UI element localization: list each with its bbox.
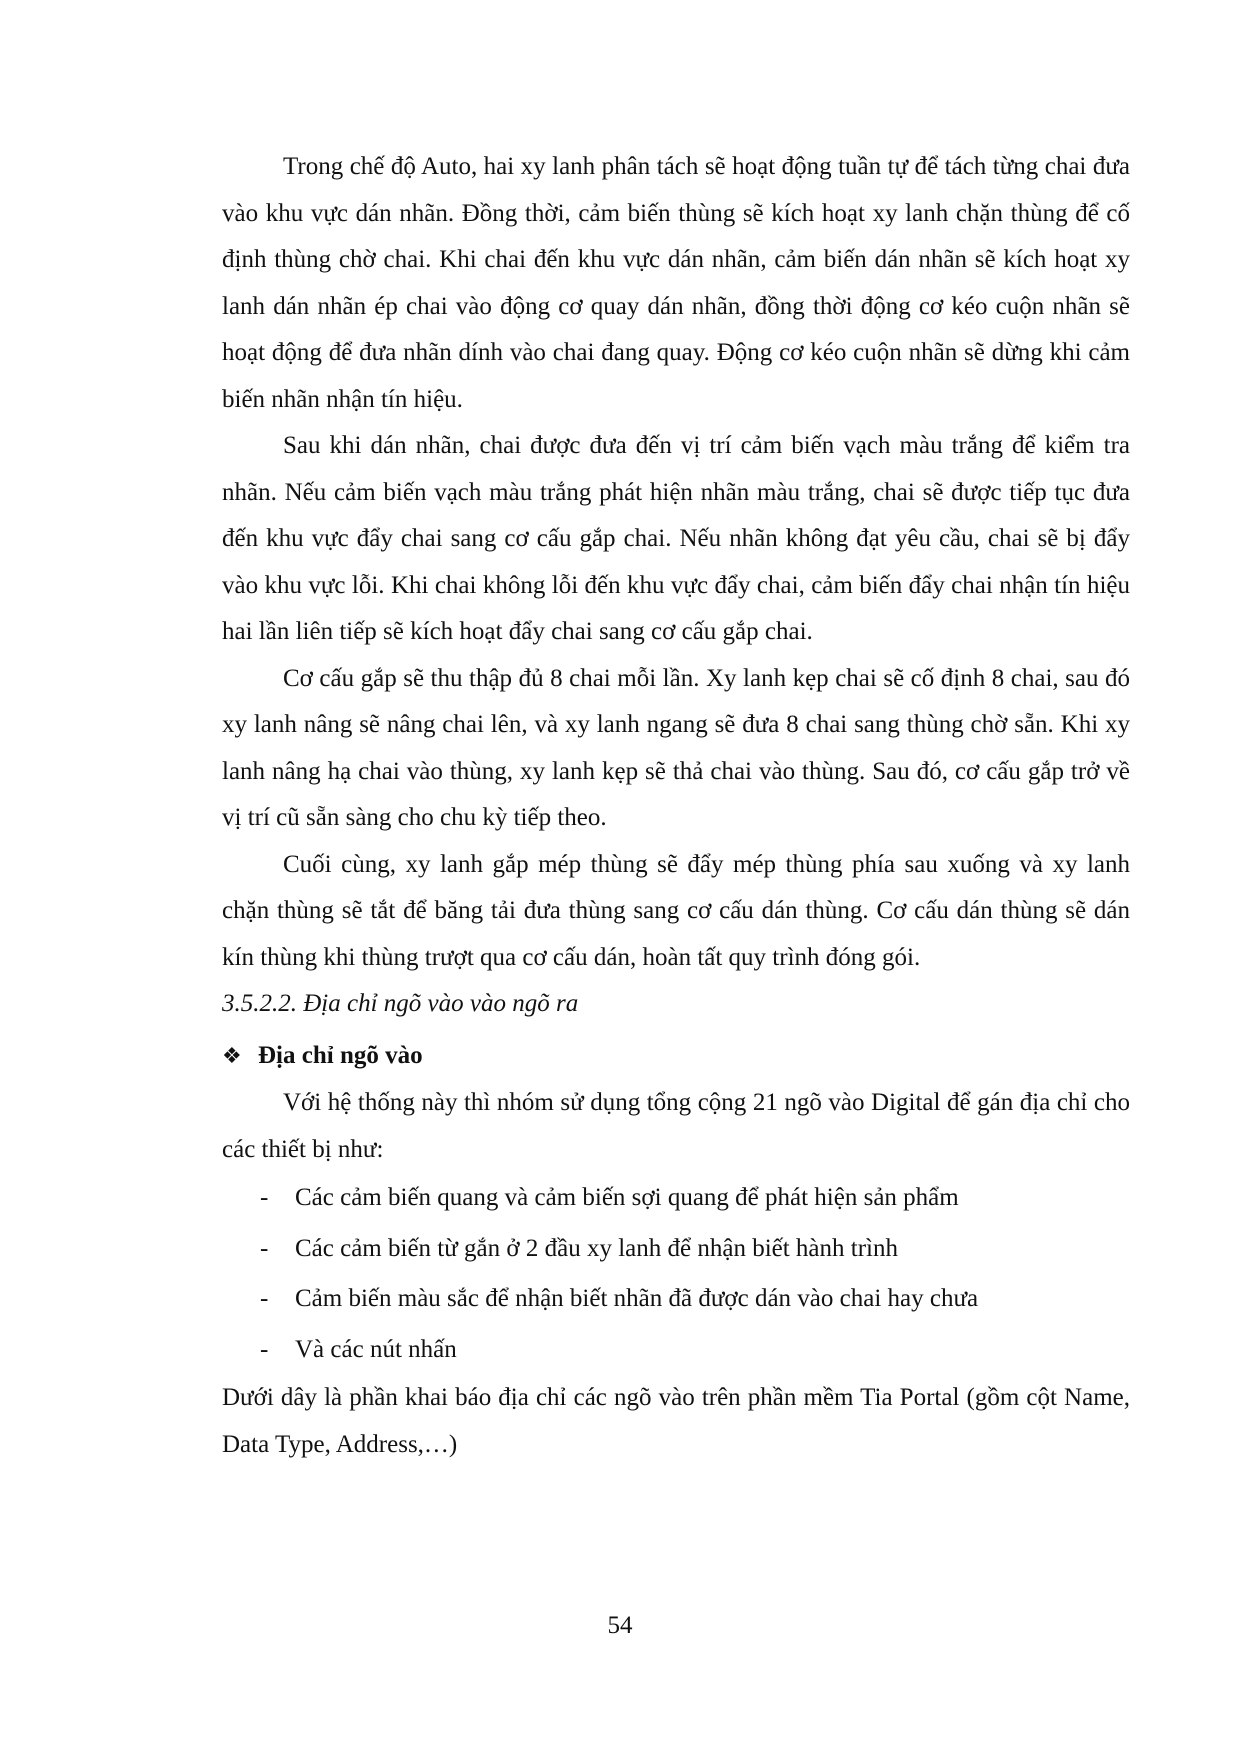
- subsection-title: 3.5.2.2. Địa chỉ ngõ vào vào ngõ ra: [222, 990, 579, 1017]
- paragraph-label-check: Sau khi dán nhãn, chai được đưa đến vị trí cảm biến vạch màu trắng để kiểm tra nhãn. Nếu cảm biến vạch màu trắng phát hiện nhãn màu trắng, chai sẽ được tiếp tục đưa đến khu vực đẩy chai sang cơ cấu gắp chai. Nếu nhãn không đạt yêu cầu, chai sẽ bị đẩy vào khu vực lỗi. Khi chai không lỗi đến khu vực đẩy chai, cảm biến đẩy chai nhận tín hiệu hai lần liên tiếp sẽ kích hoạt đẩy chai sang cơ cấu gắp chai.: [222, 432, 1130, 645]
- dash-bullet: -: [260, 1335, 269, 1363]
- list-item: [222, 1173, 1130, 1224]
- dash-bullet: -: [260, 1234, 269, 1262]
- section-heading-inputs: [222, 1033, 1130, 1080]
- list-item-text: Cảm biến màu sắc để nhận biết nhãn đã được dán vào chai hay chưa: [295, 1285, 979, 1312]
- paragraph-box-sealing: Cuối cùng, xy lanh gắp mép thùng sẽ đẩy mép thùng phía sau xuống và xy lanh chặn thùng sẽ tắt để băng tải đưa thùng sang cơ cấu dán thùng. Cơ cấu dán thùng sẽ dán kín thùng khi thùng trượt qua cơ cấu dán, hoàn tất quy trình đóng gói.: [222, 850, 1130, 971]
- paragraph-auto-mode: Trong chế độ Auto, hai xy lanh phân tách sẽ hoạt động tuần tự để tách từng chai đưa vào khu vực dán nhãn. Đồng thời, cảm biến thùng sẽ kích hoạt xy lanh chặn thùng để cố định thùng chờ chai. Khi chai đến khu vực dán nhãn, cảm biến dán nhãn sẽ kích hoạt xy lanh dán nhãn ép chai vào động cơ quay dán nhãn, đồng thời động cơ kéo cuộn nhãn sẽ hoạt động để đưa nhãn dính vào chai đang quay. Động cơ kéo cuộn nhãn sẽ dừng khi cảm biến nhãn nhận tín hiệu.: [222, 153, 1130, 413]
- list-item: [222, 1274, 1130, 1325]
- paragraph-input-intro: Với hệ thống này thì nhóm sử dụng tổng cộng 21 ngõ vào Digital để gán địa chỉ cho các thiết bị như:: [222, 1089, 1130, 1163]
- list-item-text: Các cảm biến từ gắn ở 2 đầu xy lanh để nhận biết hành trình: [295, 1234, 898, 1262]
- page-body: [222, 144, 1130, 1468]
- list-item-text: Các cảm biến quang và cảm biến sợi quang để phát hiện sản phẩm: [295, 1184, 959, 1211]
- list-item: [222, 1325, 1130, 1376]
- page-number: 54: [607, 1612, 633, 1639]
- paragraph-tia-portal: Dưới dây là phần khai báo địa chỉ các ngõ vào trên phần mềm Tia Portal (gồm cột Name, Data Type, Address,…): [222, 1384, 1130, 1458]
- list-item: [222, 1224, 1130, 1275]
- paragraph-gripper: Cơ cấu gắp sẽ thu thập đủ 8 chai mỗi lần. Xy lanh kẹp chai sẽ cố định 8 chai, sau đó xy lanh nâng sẽ nâng chai lên, và xy lanh ngang sẽ đưa 8 chai sang thùng chờ sẵn. Khi xy lanh nâng hạ chai vào thùng, xy lanh kẹp sẽ thả chai vào thùng. Sau đó, cơ cấu gắp trở về vị trí cũ sẵn sàng cho chu kỳ tiếp theo.: [222, 664, 1130, 831]
- dash-bullet: -: [260, 1285, 269, 1312]
- dash-bullet: -: [260, 1184, 269, 1211]
- list-item-text: Và các nút nhấn: [295, 1335, 457, 1363]
- diamond-bullet-icon: ❖: [222, 1044, 242, 1069]
- input-device-list: [222, 1173, 1130, 1375]
- section-heading-text: Địa chỉ ngõ vào: [258, 1042, 423, 1069]
